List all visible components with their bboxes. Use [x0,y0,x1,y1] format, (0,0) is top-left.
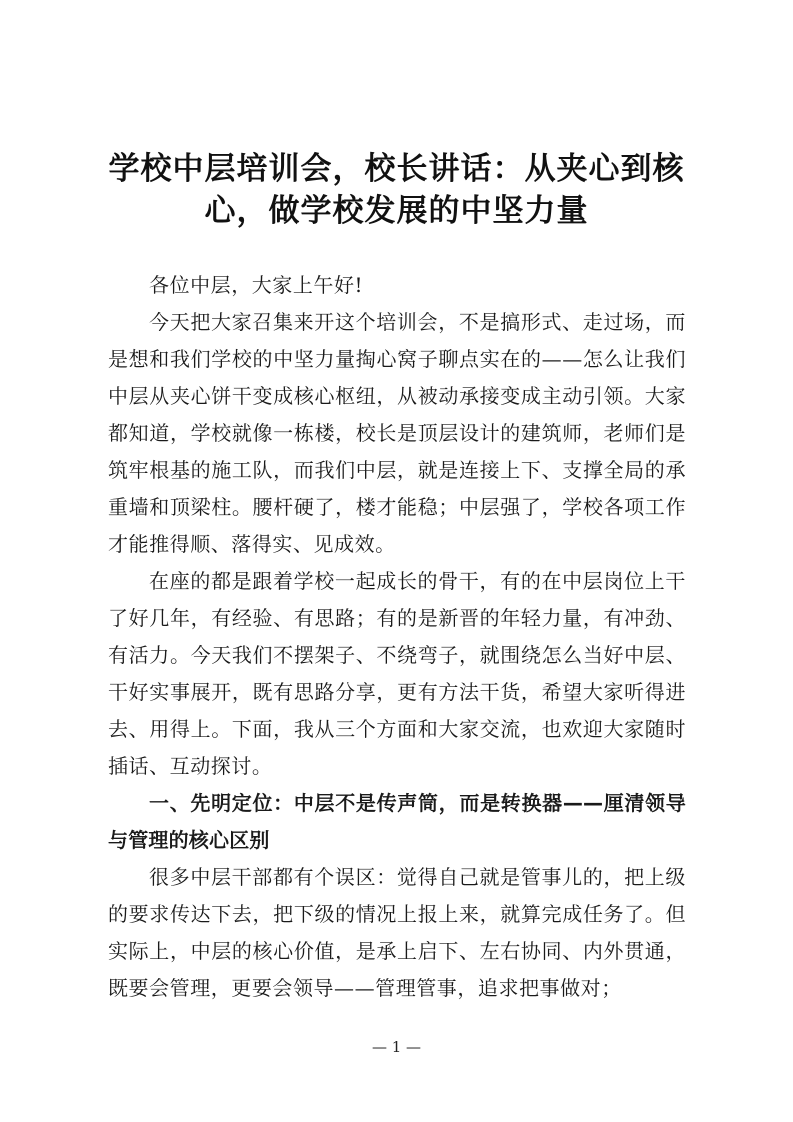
title-line-2: 心，做学校发展的中坚力量 [204,193,589,229]
document-body [108,267,686,1007]
page-number: — 1 — [371,1038,422,1056]
title-line-1: 学校中层培训会，校长讲话：从夹心到核 [108,151,685,187]
section-heading-1: 一、先明定位：中层不是传声筒，而是转换器——厘清领导与管理的核心区别 [108,791,686,852]
context-paragraph: 在座的都是跟着学校一起成长的骨干，有的在中层岗位上干了好几年，有经验、有思路；有的是新晋的年轻力量，有冲劲、有活力。今天我们不摆架子、不绕弯子，就围绕怎么当好中层、干好实事展开，既有思路分享，更有方法干货，希望大家听得进去、用得上。下面，我从三个方面和大家交流，也欢迎大家随时插话、互动探讨。 [108,569,686,778]
greeting-paragraph: 各位中层，大家上午好! [149,273,364,297]
section-1-paragraph: 很多中层干部都有个误区：觉得自己就是管事儿的，把上级的要求传达下去，把下级的情况上报上来，就算完成任务了。但实际上，中层的核心价值，是承上启下、左右协同、内外贯通，既要会管理，更要会领导——管理管事，追求把事做对； [108,865,686,1000]
intro-paragraph: 今天把大家召集来开这个培训会，不是搞形式、走过场，而是想和我们学校的中坚力量掏心窝子聊点实在的——怎么让我们中层从夹心饼干变成核心枢纽，从被动承接变成主动引领。大家都知道，学校就像一栋楼，校长是顶层设计的建筑师，老师们是筑牢根基的施工队，而我们中层，就是连接上下、支撑全局的承重墙和顶梁柱。腰杆硬了，楼才能稳；中层强了，学校各项工作才能推得顺、落得实、见成效。 [108,310,686,556]
document-title [100,148,693,232]
